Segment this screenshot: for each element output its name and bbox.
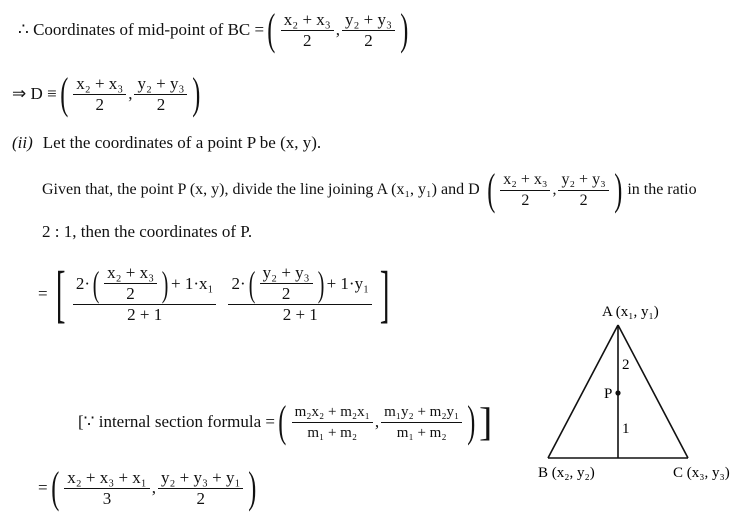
fraction-res-y: $\frac{\text{y₂ + y₃ + y₁}}{2}$ [158,469,243,508]
ratio-bottom-label: 1 [622,421,630,437]
fraction-x23: $\frac{\text{x₂ + x₃}}{2}$ [73,75,126,114]
fraction-y23: $\frac{\text{y₂ + y₃}}{2}$ [134,75,187,114]
vertex-b-label: B (x₂, y₂) [538,465,595,481]
given-ratio-text: in the ratio [627,181,697,198]
fraction-x23: $\frac{\text{x₂ + x₃}}{2}$ [500,171,550,210]
part-ii-line [12,133,321,153]
part-ii-label: (ii) [12,133,33,152]
ratio-text: 2 : 1, then the coordinates of P. [42,222,253,241]
vertex-a-label: A (x₁, y₁) [602,304,659,320]
midpoint-bc-line: ∴ Coordinates of mid-point of BC = ( $\frac{\text{x₂ + x₃}}{2}$ , $\frac{\text{y₂ + y₃}}{2}$ ) [18,5,409,54]
point-p-label: P [604,386,613,402]
side-ac [618,325,688,458]
triangle-figure [520,295,730,490]
ratio-line [42,222,252,242]
fraction-sec-x: $\frac{\text{m₂x₂ + m₂x₁}}{\text{m₁ + m₂}}$ [292,403,373,442]
fraction-y23: $\frac{\text{y₂ + y₃}}{2}$ [558,171,608,210]
point-p [615,390,620,395]
fraction-y23: $\frac{\text{y₂ + y₃}}{2}$ [342,11,395,50]
midpoint-bc-label: ∴ Coordinates of mid-point of BC = [18,20,265,39]
triangle-shape [548,325,688,458]
d-equivalence-label: ⇒ D ≡ [12,84,57,103]
equals-sign: = [38,284,48,303]
section-expression-line: = [ 2· ( $\frac{\text{x₂ + x₃}}{2}$ ) + 1·x₁ 2 + 1 2· ( $\frac{\text{y₂ + y₃}}{2}$ ) + 1·y₁ 2 + 1 ] [38,258,390,329]
section-formula-label: [∵ internal section formula = [78,412,275,431]
fraction-x23: $\frac{\text{x₂ + x₃}}{2}$ [281,11,334,50]
given-line: Given that, the point P (x, y), divide the line joining A (x₁, y₁) and D ( $\frac{\text{x₂ + x₃}}{2}$ , $\frac{\text{y₂ + y₃}}{2}$ ) in the ratio [42,165,697,214]
fraction-res-x: $\frac{\text{x₂ + x₃ + x₁}}{3}$ [64,469,149,508]
fraction-big-x: 2· ( $\frac{\text{x₂ + x₃}}{2}$ ) + 1·x₁ 2 + 1 [73,264,217,324]
ratio-top-label: 2 [622,357,630,373]
result-line: = ( $\frac{\text{x₂ + x₃ + x₁}}{3}$ , $\frac{\text{y₂ + y₃ + y₁}}{2}$ ) [38,463,257,512]
section-formula-line: [∵ internal section formula = ( $\frac{\text{m₂x₂ + m₂x₁}}{\text{m₁ + m₂}}$ , $\frac{\text{m₁y₂ + m₂y₁}}{\text{m₁ + m₂}}$ ) ] [78,397,493,446]
vertex-c-label: C (x₃, y₃) [673,465,730,481]
fraction-big-y: 2· ( $\frac{\text{y₂ + y₃}}{2}$ ) + 1·y₁ 2 + 1 [228,264,372,324]
fraction-sec-y: $\frac{\text{m₁y₂ + m₂y₁}}{\text{m₁ + m₂}}$ [381,403,462,442]
given-text: Given that, the point P (x, y), divide the line joining A (x₁, y₁) and D [42,181,480,198]
part-ii-text: Let the coordinates of a point P be (x, y). [42,133,322,152]
equals-sign: = [38,478,48,497]
d-equivalence-line: ⇒ D ≡ ( $\frac{\text{x₂ + x₃}}{2}$ , $\frac{\text{y₂ + y₃}}{2}$ ) [12,69,201,118]
